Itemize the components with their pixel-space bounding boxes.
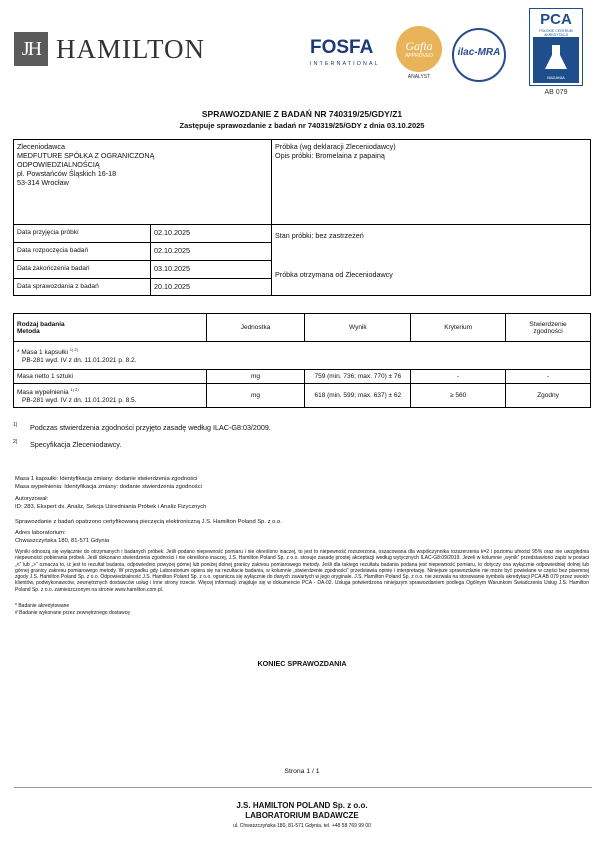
footer-block [0, 801, 604, 821]
hamilton-logo-text: HAMILTON [56, 34, 206, 64]
row1-unit: mg [206, 370, 305, 384]
date-finished-label: Data zakończenia badań [17, 265, 90, 272]
end-of-report: KONIEC SPRAWOZDANIA [257, 659, 347, 668]
lab-address-block [15, 530, 109, 545]
note1-text: Podczas stwierdzenia zgodności przyjęto zasadę według ILAC-G8:03/2009. [30, 423, 271, 432]
table-row [14, 342, 591, 370]
pca-accreditation-logo [529, 8, 583, 86]
note1-marker: 1) [13, 422, 18, 428]
date-started-label: Data rozpoczęcia badań [17, 247, 89, 254]
ilac-mra-text: ilac-MRA [457, 47, 501, 58]
header-conformity-line2: zgodności [533, 327, 563, 335]
row1-result: 759 (min. 736; max. 770) ± 76 [305, 370, 411, 384]
grid-divider-date2 [13, 260, 271, 261]
lab-address-value: Chwaszczyńska 180, 81-571 Gdynia [15, 537, 110, 544]
report-title: SPRAWOZDANIE Z BADAŃ NR 740319/25/GDY/Z1 [201, 109, 403, 119]
report-replaces: Zastępuje sprawozdanie z badań nr 740319/25/GDY z dnia 03.10.2025 [179, 121, 425, 130]
table-row [14, 384, 591, 408]
lab-address-label: Adres laboratorium: [15, 530, 66, 536]
row2-name-method [14, 384, 207, 408]
client-heading: Zleceniodawca [17, 142, 65, 151]
authorized-value: ID: 283, Ekspert ds. Analiz, Sekcja Uśredniania Próbek i Analiz Fizycznych [15, 504, 207, 510]
results-header-row [14, 314, 591, 342]
row2-unit: mg [206, 384, 305, 408]
gafta-logo-approved: APPROVED [405, 53, 433, 59]
sample-condition: Stan próbki: bez zastrzeżeń [275, 231, 364, 240]
signed-note: Sprawozdanie z badań opatrzono certyfikowaną pieczęcią elektroniczną J.S. Hamilton Poland Sp. z o.o. [15, 519, 282, 525]
client-name-line1: MEDFUTURE SPÓŁKA Z OGRANICZONĄ [17, 151, 155, 160]
row2-result: 618 (min. 599; max. 637) ± 62 [305, 384, 411, 408]
grid-divider-main [13, 224, 591, 225]
footer-lab: LABORATORIUM BADAWCZE [245, 811, 359, 820]
client-address-line2: 53-314 Wrocław [17, 178, 69, 187]
page-number: Strona 1 / 1 [284, 768, 320, 775]
gafta-logo-text: Gafta [405, 39, 433, 53]
header-conformity [506, 314, 591, 342]
header-result: Wynik [305, 314, 411, 342]
pca-logo-badania: BADANIA [547, 75, 565, 80]
fosfa-logo-sub: INTERNATIONAL [310, 61, 380, 67]
sample-heading: Próbka (wg deklaracji Zleceniodawcy) [275, 142, 396, 151]
gafta-logo [396, 26, 442, 72]
date-finished-value: 03.10.2025 [154, 264, 190, 273]
date-report-label: Data sprawozdania z badań [17, 283, 99, 290]
row2-conformity: Zgodny [506, 384, 591, 408]
row2-name: Masa wypełnienia [17, 389, 69, 397]
client-block [17, 142, 154, 187]
identification-line1: Masa 1 kapsułki: Identyfikacja zmiany: dodanie stwierdzenia zgodności [15, 476, 198, 482]
sample-block [275, 142, 396, 160]
header-criterion: Kryterium [411, 314, 506, 342]
fosfa-logo-text: FOSFA [310, 37, 374, 58]
grid-divider-date1 [13, 242, 271, 243]
sample-description: Opis próbki: Bromelaina z papainą [275, 151, 385, 160]
hamilton-logo-mark: JH [14, 32, 48, 66]
date-received-value: 02.10.2025 [154, 228, 190, 237]
note2-text: Specyfikacja Zleceniodawcy. [30, 440, 122, 449]
grid-divider-vertical [271, 139, 272, 296]
footer-divider [14, 787, 592, 788]
row2-refs: 1) 2) [70, 387, 79, 393]
table-row [14, 370, 591, 384]
legend-block [15, 603, 130, 617]
authorized-label: Autoryzował: [15, 496, 49, 502]
identification-block [15, 475, 206, 511]
legend-external: # Badanie wykonane przez zewnętrznego dostawcę [15, 610, 131, 616]
row2-method: PB-281 wyd. IV z dn. 11.01.2021 p. 8.5. [22, 396, 137, 404]
date-started-value: 02.10.2025 [154, 246, 190, 255]
header-method: Metoda [17, 327, 40, 335]
results-table [13, 313, 591, 408]
date-received-label: Data przyjęcia próbki [17, 229, 79, 236]
header-test-method [14, 314, 207, 342]
client-name-line2: ODPOWIEDZIALNOŚCIĄ [17, 160, 100, 169]
group-capsule-mass [14, 342, 591, 370]
client-address-line1: pl. Powstańców Śląskich 16-18 [17, 169, 117, 178]
gafta-analyst-label: ANALYST [407, 74, 431, 80]
group-refs: 1) 2) [69, 347, 78, 353]
legend-accredited: * Badanie akredytowane [15, 603, 70, 609]
row1-criterion: - [411, 370, 506, 384]
footer-company: J.S. HAMILTON POLAND Sp. z o.o. [236, 801, 368, 810]
row2-criterion: ≥ 560 [411, 384, 506, 408]
footer-address: ul. Chwaszczyńska 180, 81-571 Gdynia, tel. +48 58 769 99 00 [233, 823, 371, 829]
ilac-mra-logo [452, 28, 506, 82]
header-conformity-line1: Stwierdzenie [529, 320, 567, 328]
pca-logo-emblem [533, 37, 579, 83]
pca-logo-subtitle: POLSKIE CENTRUM AKREDYTACJI [539, 29, 573, 37]
group-name: * Masa 1 kapsułki [17, 349, 68, 357]
fosfa-logo [310, 37, 390, 67]
date-report-value: 20.10.2025 [154, 282, 190, 291]
grid-divider-date3 [13, 278, 271, 279]
group-method: PB-281 wyd. IV z dn. 11.01.2021 p. 8.2. [22, 356, 137, 364]
pca-accreditation-number: AB 079 [544, 89, 568, 96]
note2-marker: 2) [13, 439, 18, 445]
identification-line2: Masa wypełnienia: Identyfikacja zmiany: dodanie stwierdzenia zgodności [15, 484, 202, 490]
pca-logo-text: PCA [540, 11, 572, 28]
row1-conformity: - [506, 370, 591, 384]
header-unit: Jednostka [206, 314, 305, 342]
sample-received-from: Próbka otrzymana od Zleceniodawcy [275, 270, 393, 279]
header-test: Rodzaj badania [17, 320, 65, 328]
legal-disclaimer: Wyniki odnoszą się wyłącznie do otrzymanych i badanych próbek. Jeśli podano niepewność pomiaru i nie określono inaczej, to jest to niepewność rozszerzona, oszacowana dla współczynnika rozszerzenia k=2 i poziomu ufności 95% oraz nie uwzględnia niepewności pobierania próbek. Jeśli dokonano stwierdzenia zgodności i nie określono inaczej, J.S. Hamilton Poland Sp. z o.o. stosuje zasadę prostej akceptacji według wytycznych ILAC-G8:09/2019. Jeżeli w kolumnie „wynik” przedstawiono zapis w postaci „<” lub „>” oznacza to, iż jest to rezultat badania, odpowiednio powyżej górnej lub poniżej dolnej granicy zakresu pomiarowego metody. Jeśli dla takiego rezultatu badania podana jest niepewność pomiaru, to dotyczy ona wyłącznie odpowiedniej dolnej lub górnej granicy zakresu pomiarowego metody. W przypadku gdy Laboratorium opiera się na rezultacie badania, w kolumnie „stwierdzenie zgodności” przedstawia opinię i interpretację. Niniejsze sprawozdanie nie może być powielane w części bez pisemnej zgody J.S. Hamilton Poland Sp. z o.o. Odpowiedzialność J.S. Hamilton Poland Sp. z o.o. ogranicza się wyłącznie do danych zawartych w jego oryginale. J.S. Hamilton Poland Sp. z o.o. nie zezwala na stosowanie symbolu akredytacji PCA AB 079 przez swoich klientów, podwykonawców, zewnętrznych dostawców usług i inne strony trzecie. Więcej informacji znajduje się w dokumencie PCA - DA-02. Usługa potwierdzona niniejszym sprawozdaniem podlega Ogólnym Warunkom Świadczenia Usług J.S. Hamilton Poland Sp. z o.o. zamieszczonym na stronie www.hamilton.com.pl. [15, 549, 589, 593]
row1-name: Masa netto 1 sztuki [14, 370, 207, 384]
